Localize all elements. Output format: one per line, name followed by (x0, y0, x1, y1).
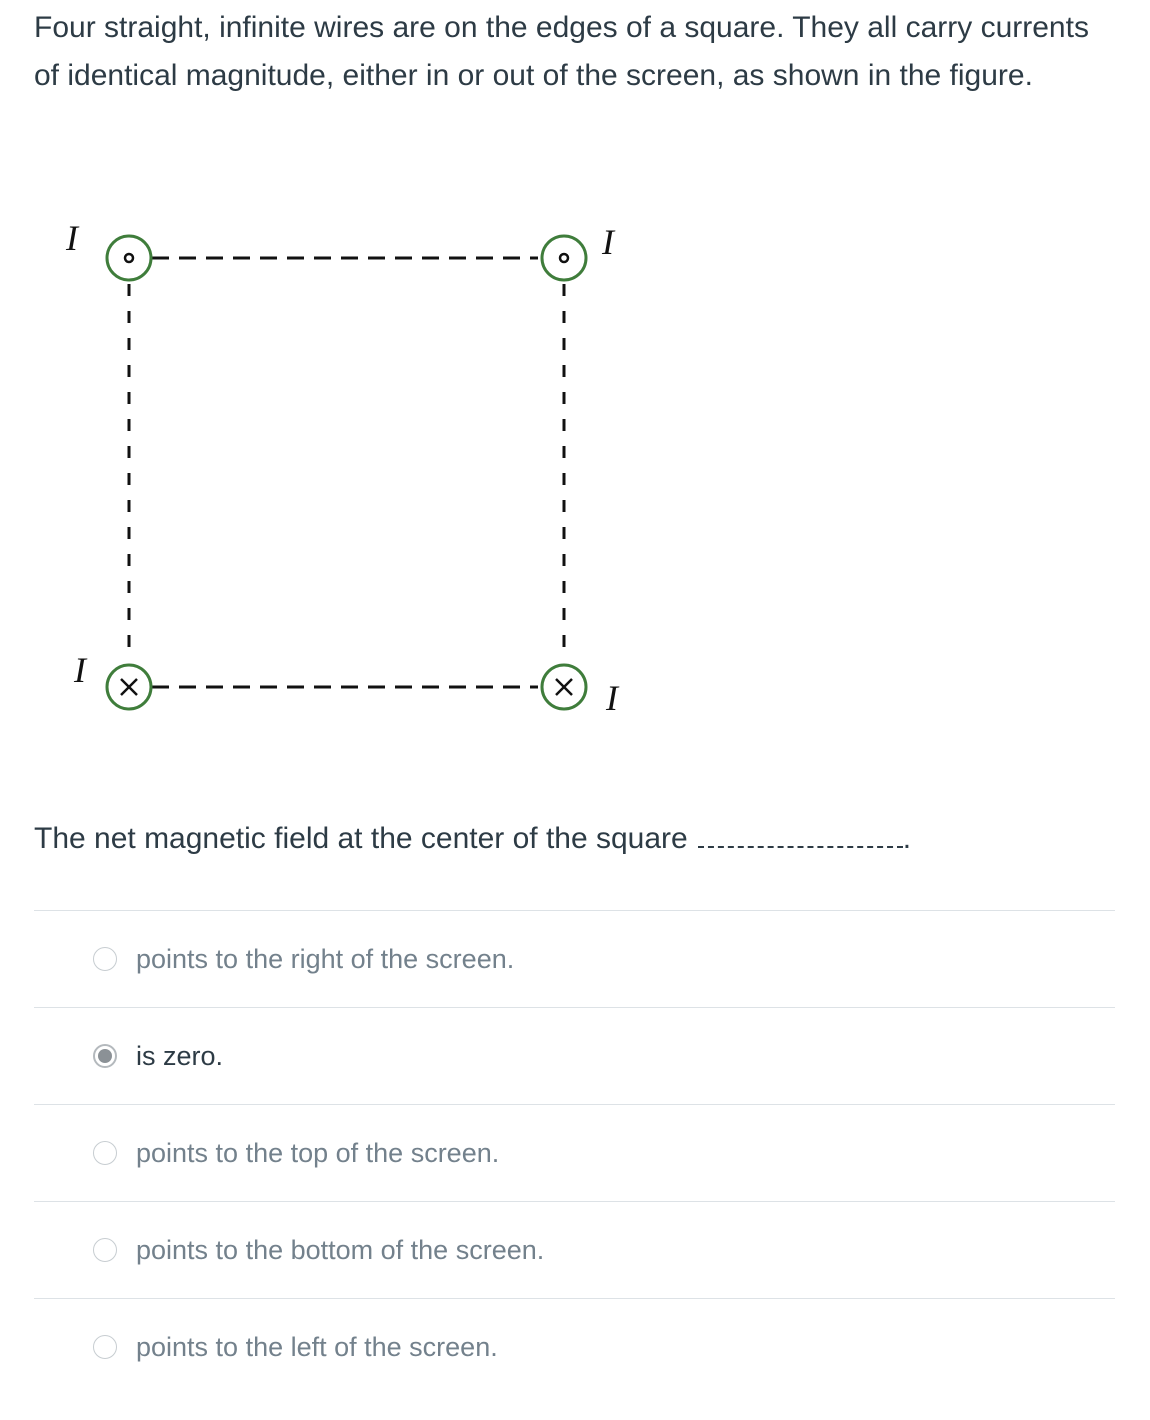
answer-option-bottom[interactable] (34, 1201, 1115, 1298)
radio-button-selected[interactable] (93, 1044, 117, 1068)
label-top-right: I (602, 222, 614, 262)
answer-blank (698, 824, 903, 848)
radio-button[interactable] (93, 1238, 117, 1262)
square-wires-figure (50, 210, 650, 730)
wire-bottom-left (107, 665, 151, 709)
answer-option-zero[interactable] (34, 1007, 1115, 1104)
answer-label: points to the right of the screen. (136, 943, 515, 974)
radio-button[interactable] (93, 1141, 117, 1165)
answer-option-top[interactable] (34, 1104, 1115, 1201)
answer-label: is zero. (136, 1040, 224, 1071)
prompt-text: The net magnetic field at the center of the square (34, 822, 688, 855)
wire-bottom-right (542, 665, 586, 709)
label-bottom-right: I (606, 678, 618, 718)
radio-button[interactable] (93, 947, 117, 971)
answer-list (34, 910, 1115, 1395)
wire-top-right (542, 236, 586, 280)
answer-label: points to the top of the screen. (136, 1137, 500, 1168)
answer-option-right[interactable] (34, 910, 1115, 1007)
answer-label: points to the bottom of the screen. (136, 1234, 545, 1265)
wire-top-left (107, 236, 151, 280)
question-text: Four straight, infinite wires are on the edges of a square. They all carry currents of identical magnitude, either in or out of the screen, as shown in the figure. (34, 11, 1089, 92)
wire-top-right-circle (542, 236, 586, 280)
answer-label: points to the left of the screen. (136, 1331, 498, 1362)
radio-button[interactable] (93, 1335, 117, 1359)
prompt-period: . (902, 822, 912, 855)
label-top-left: I (66, 218, 78, 258)
label-bottom-left: I (74, 650, 86, 690)
answer-option-left[interactable] (34, 1298, 1115, 1395)
fill-in-prompt (34, 815, 911, 863)
square-wires-diagram (50, 210, 650, 730)
wire-top-left-circle (107, 236, 151, 280)
